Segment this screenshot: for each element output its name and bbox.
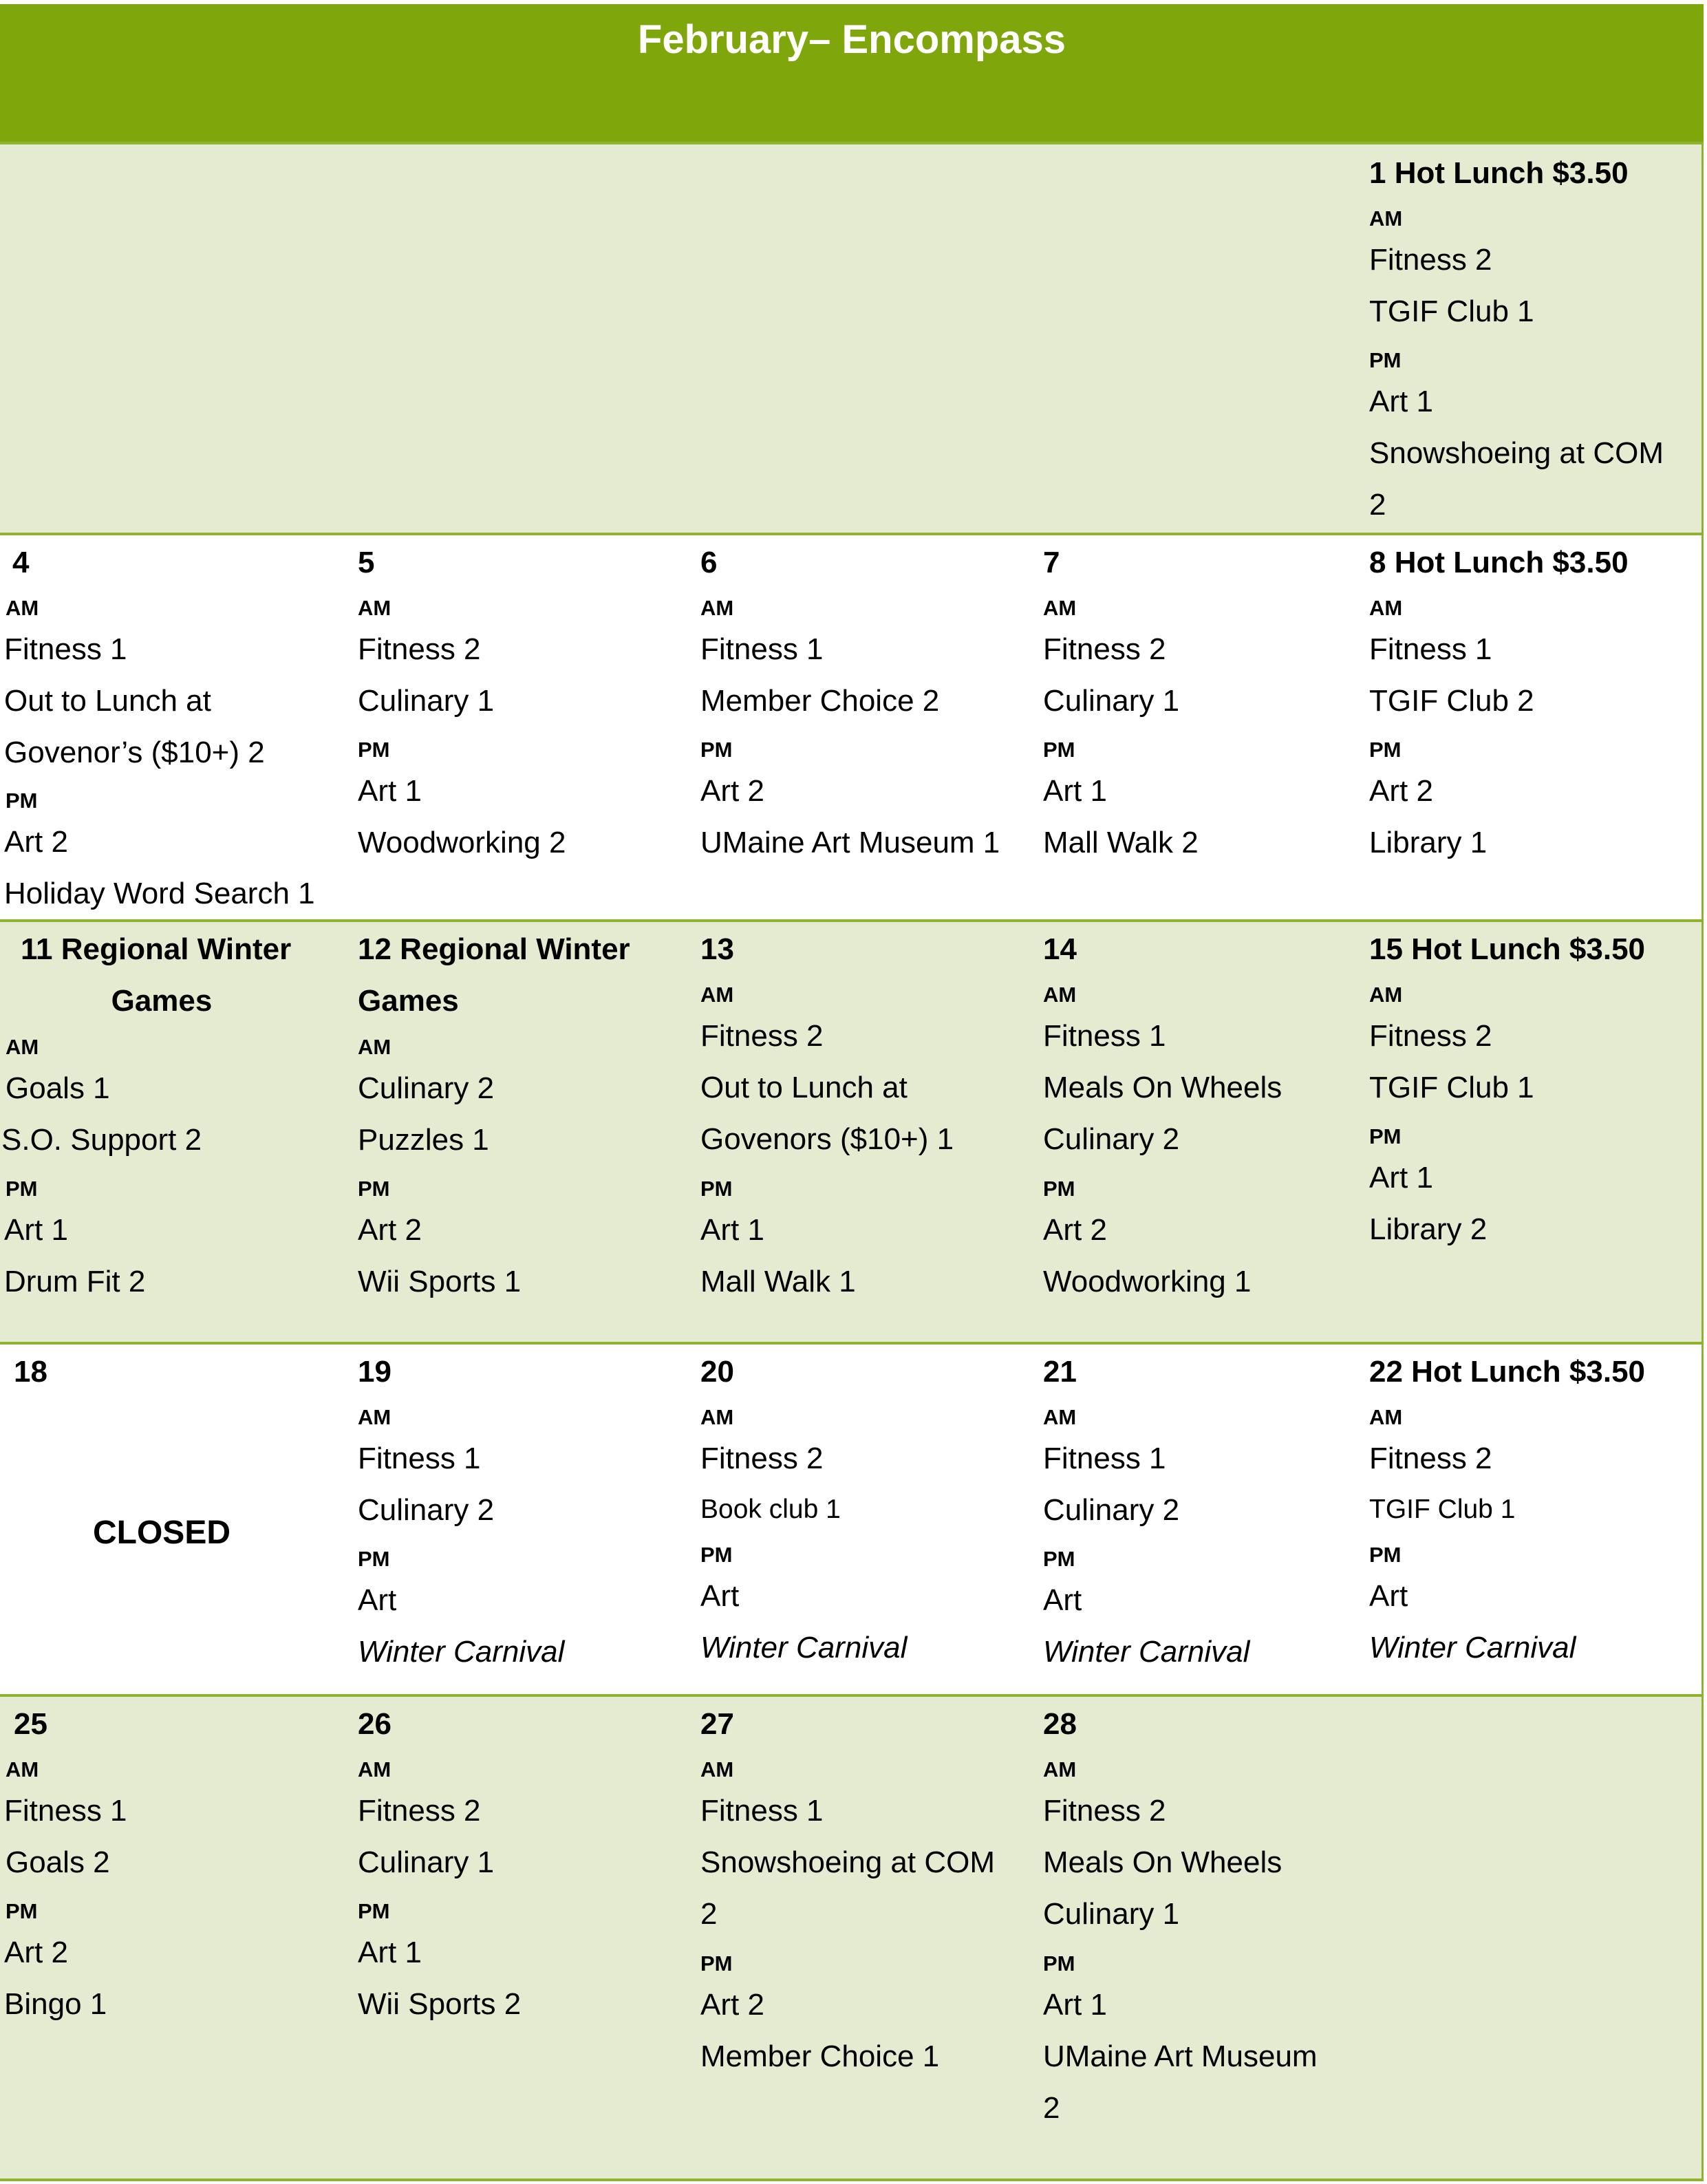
day-cell-empty (1357, 1697, 1704, 2181)
pm-label: PM (1369, 738, 1402, 762)
activity: Fitness 2 (358, 632, 481, 666)
activity: Snowshoeing at COM (700, 1845, 995, 1879)
activity: Culinary 1 (1043, 684, 1180, 718)
activity: Goals 1 (6, 1071, 110, 1105)
activity: Fitness 2 (358, 1794, 481, 1828)
activity: Fitness 1 (700, 632, 824, 666)
activity: Woodworking 2 (358, 826, 566, 859)
day-cell-5 (344, 535, 687, 919)
activity: Holiday Word Search 1 (4, 877, 315, 910)
am-label: AM (1043, 1405, 1077, 1429)
day-date: 25 (14, 1707, 47, 1741)
am-label: AM (700, 1405, 734, 1429)
activity: Art 2 (358, 1213, 422, 1247)
day-cell-27 (687, 1697, 1029, 2181)
activity: Fitness 1 (4, 1794, 127, 1828)
pm-label: PM (1043, 1547, 1075, 1571)
day-date: 28 (1043, 1707, 1077, 1741)
am-label: AM (1043, 983, 1077, 1007)
activity: Art 1 (1369, 385, 1433, 418)
activity: Culinary 2 (358, 1493, 495, 1527)
activity: Culinary 1 (1043, 1897, 1180, 1931)
week-row-5 (0, 1694, 1704, 2181)
activity: Fitness 2 (1369, 243, 1492, 277)
activity: Art 1 (1043, 1988, 1107, 2022)
pm-label: PM (1369, 348, 1402, 372)
day-cell-1 (1357, 144, 1704, 533)
am-label: AM (358, 596, 391, 620)
activity: Fitness 2 (700, 1019, 824, 1053)
pm-label: PM (358, 738, 390, 762)
day-date: Games (358, 984, 459, 1018)
day-cell-empty (1029, 144, 1357, 533)
day-cell-6 (687, 535, 1029, 919)
activity: Fitness 2 (1369, 1019, 1492, 1053)
day-date: 27 (700, 1707, 734, 1741)
closed-label: CLOSED (92, 1514, 230, 1551)
pm-label: PM (1043, 738, 1075, 762)
pm-label: PM (700, 1543, 733, 1567)
page-title: February– Encompass (637, 17, 1066, 62)
activity: Art (700, 1579, 740, 1613)
activity: Woodworking 1 (1043, 1265, 1252, 1298)
day-cell-28 (1029, 1697, 1357, 2181)
activity: Member Choice 2 (700, 684, 940, 718)
activity: TGIF Club 2 (1369, 684, 1534, 718)
activity: Art 1 (358, 774, 422, 808)
activity: Meals On Wheels (1043, 1845, 1282, 1879)
am-label: AM (700, 596, 734, 620)
am-label: AM (1369, 206, 1403, 231)
day-cell-14 (1029, 922, 1357, 1342)
day-date: 5 (358, 546, 375, 579)
day-date: 22 Hot Lunch $3.50 (1369, 1355, 1646, 1389)
activity: Winter Carnival (358, 1635, 565, 1669)
day-date: 13 (700, 932, 734, 966)
am-label: AM (358, 1757, 391, 1781)
am-label: AM (1043, 1757, 1077, 1781)
day-date: 4 (12, 546, 30, 579)
pm-label: PM (1043, 1951, 1075, 1976)
day-cell-15 (1357, 922, 1704, 1342)
pm-label: PM (1043, 1177, 1075, 1201)
day-date: 18 (14, 1355, 47, 1389)
day-cell-21 (1029, 1345, 1357, 1694)
activity: Wii Sports 2 (358, 1987, 522, 2021)
activity: Culinary 2 (1043, 1122, 1180, 1156)
day-date: 12 Regional Winter (358, 932, 630, 966)
day-date: 26 (358, 1707, 391, 1741)
pm-label: PM (358, 1177, 390, 1201)
day-cell-25 (0, 1697, 344, 2181)
week-row-2 (0, 533, 1704, 919)
activity: Fitness 1 (1043, 1442, 1166, 1475)
activity: Art 2 (1369, 774, 1433, 808)
am-label: AM (1369, 983, 1403, 1007)
activity: Out to Lunch at (700, 1071, 908, 1104)
week-row-3 (0, 919, 1704, 1342)
activity: Art 2 (1043, 1213, 1107, 1247)
pm-label: PM (6, 1899, 38, 1923)
activity: Art (1043, 1583, 1082, 1617)
activity: Art 2 (4, 825, 68, 859)
table-bottom-border (0, 2178, 1704, 2181)
am-label: AM (358, 1035, 391, 1059)
activity: Mall Walk 1 (700, 1265, 856, 1298)
day-cell-12 (344, 922, 687, 1342)
am-label: AM (358, 1405, 391, 1429)
activity: Art 1 (1043, 774, 1107, 808)
day-date: 15 Hot Lunch $3.50 (1369, 932, 1646, 966)
activity: Fitness 1 (700, 1794, 824, 1828)
activity: Fitness 1 (358, 1442, 481, 1475)
activity: Govenor’s ($10+) 2 (4, 736, 265, 769)
activity: Out to Lunch at (4, 684, 211, 718)
day-cell-7 (1029, 535, 1357, 919)
day-date: 20 (700, 1355, 734, 1389)
calendar-header (0, 4, 1704, 142)
am-label: AM (1043, 596, 1077, 620)
activity: Member Choice 1 (700, 2040, 940, 2073)
pm-label: PM (6, 1177, 38, 1201)
activity: UMaine Art Museum (1043, 2040, 1318, 2073)
activity: Art 1 (1369, 1161, 1433, 1195)
table-right-border (1701, 142, 1704, 2181)
activity: Culinary 1 (358, 1845, 495, 1879)
activity: Winter Carnival (1369, 1631, 1576, 1664)
day-date: 21 (1043, 1355, 1077, 1389)
activity: Snowshoeing at COM (1369, 436, 1664, 470)
pm-label: PM (358, 1899, 390, 1923)
am-label: AM (1369, 1405, 1403, 1429)
activity: Fitness 2 (1369, 1442, 1492, 1475)
activity: Culinary 1 (358, 684, 495, 718)
activity: Culinary 2 (1043, 1493, 1180, 1527)
activity: Book club 1 (700, 1495, 841, 1524)
am-label: AM (1369, 596, 1403, 620)
activity: Art (1369, 1579, 1408, 1613)
day-cell-8 (1357, 535, 1704, 919)
day-date: 6 (700, 546, 718, 579)
am-label: AM (700, 1757, 734, 1781)
am-label: AM (6, 1035, 39, 1059)
activity: Fitness 1 (1369, 632, 1492, 666)
pm-label: PM (700, 1951, 733, 1976)
activity: Art 2 (4, 1936, 68, 1969)
activity: Fitness 2 (1043, 632, 1166, 666)
activity: Govenors ($10+) 1 (700, 1122, 954, 1156)
day-date: Games (111, 984, 213, 1018)
activity: TGIF Club 1 (1369, 1495, 1516, 1524)
activity: Puzzles 1 (358, 1123, 489, 1157)
activity: Drum Fit 2 (4, 1265, 146, 1298)
pm-label: PM (358, 1547, 390, 1571)
activity: Library 2 (1369, 1212, 1488, 1246)
activity: Library 1 (1369, 826, 1488, 859)
day-cell-26 (344, 1697, 687, 2181)
activity: Wii Sports 1 (358, 1265, 522, 1298)
activity: Meals On Wheels (1043, 1071, 1282, 1104)
activity: Bingo 1 (4, 1987, 107, 2021)
day-cell-empty (687, 144, 1029, 533)
activity: Art 1 (358, 1936, 422, 1969)
day-cell-20 (687, 1345, 1029, 1694)
am-label: AM (6, 1757, 39, 1781)
activity: 2 (1043, 2091, 1060, 2125)
week-row-1 (0, 142, 1704, 533)
activity: Winter Carnival (700, 1631, 908, 1664)
pm-label: PM (700, 738, 733, 762)
day-cell-18 (0, 1345, 344, 1694)
activity: Art 1 (4, 1213, 68, 1247)
activity: Culinary 2 (358, 1071, 495, 1105)
am-label: AM (6, 596, 39, 620)
day-cell-4 (0, 535, 344, 919)
activity: TGIF Club 1 (1369, 295, 1534, 328)
day-cell-11 (0, 922, 344, 1342)
am-label: AM (700, 983, 734, 1007)
day-cell-empty (344, 144, 687, 533)
pm-label: PM (1369, 1124, 1402, 1148)
activity: 2 (700, 1897, 718, 1931)
activity: Winter Carnival (1043, 1635, 1250, 1669)
activity: Art 2 (700, 1988, 764, 2022)
day-cell-13 (687, 922, 1029, 1342)
activity: Art 2 (700, 774, 764, 808)
pm-label: PM (700, 1177, 733, 1201)
activity: Goals 2 (6, 1845, 110, 1879)
activity: TGIF Club 1 (1369, 1071, 1534, 1104)
week-row-4 (0, 1342, 1704, 1694)
day-cell-19 (344, 1345, 687, 1694)
day-date: 19 (358, 1355, 391, 1389)
activity: Fitness 1 (4, 632, 127, 666)
activity: Fitness 2 (700, 1442, 824, 1475)
day-cell-empty (0, 144, 344, 533)
day-date: 14 (1043, 932, 1077, 966)
activity: UMaine Art Museum 1 (700, 826, 1000, 859)
activity: Fitness 2 (1043, 1794, 1166, 1828)
activity: S.O. Support 2 (1, 1123, 202, 1157)
day-date: 11 Regional Winter (21, 932, 292, 966)
activity: Fitness 1 (1043, 1019, 1166, 1053)
activity: Art 1 (700, 1213, 764, 1247)
pm-label: PM (1369, 1543, 1402, 1567)
activity: 2 (1369, 488, 1386, 522)
pm-label: PM (6, 789, 38, 813)
day-date: 8 Hot Lunch $3.50 (1369, 546, 1629, 579)
day-date: 1 Hot Lunch $3.50 (1369, 156, 1629, 190)
day-date: 7 (1043, 546, 1060, 579)
day-cell-22 (1357, 1345, 1704, 1694)
activity: Mall Walk 2 (1043, 826, 1199, 859)
activity: Art (358, 1583, 397, 1617)
